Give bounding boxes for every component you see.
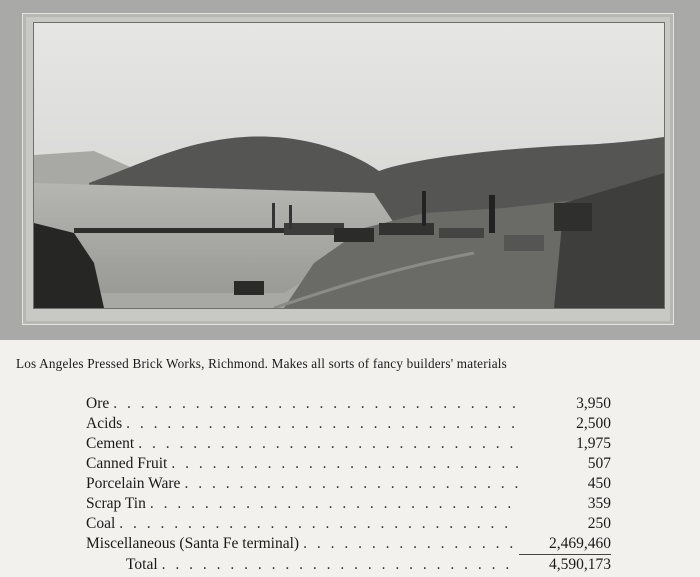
table-row — [86, 494, 611, 514]
table-row — [86, 454, 611, 474]
row-value: 250 — [587, 515, 611, 532]
freight-table — [86, 394, 611, 574]
row-label: Miscellaneous (Santa Fe terminal) — [86, 535, 300, 552]
leader-dots — [150, 494, 519, 514]
row-label: Coal — [86, 515, 116, 532]
leader-dots — [184, 474, 519, 494]
leader-dots — [138, 434, 519, 454]
leader-dots — [126, 414, 519, 434]
row-value: 507 — [587, 455, 611, 472]
leader-dots — [113, 394, 519, 414]
table-row — [86, 534, 611, 554]
photo-caption: Los Angeles Pressed Brick Works, Richmond. Makes all sorts of fancy builders' materials — [16, 356, 507, 371]
leader-dots — [162, 555, 519, 575]
row-label: Ore — [86, 395, 110, 412]
total-label: Total — [126, 556, 158, 573]
row-value: 2,500 — [576, 415, 611, 432]
row-label: Cement — [86, 435, 135, 452]
total-value: 4,590,173 — [519, 554, 611, 575]
table-row — [86, 514, 611, 534]
brick-works-photograph — [33, 22, 665, 309]
table-row — [86, 414, 611, 434]
table-row — [86, 434, 611, 454]
total-row — [86, 554, 611, 574]
row-label: Acids — [86, 415, 123, 432]
table-row — [86, 394, 611, 414]
row-value: 1,975 — [576, 435, 611, 452]
row-value: 359 — [587, 495, 611, 512]
row-label: Canned Fruit — [86, 455, 168, 472]
row-value: 450 — [587, 475, 611, 492]
leader-dots — [303, 534, 519, 554]
row-label: Porcelain Ware — [86, 475, 181, 492]
leader-dots — [171, 454, 519, 474]
table-row — [86, 474, 611, 494]
row-value: 3,950 — [576, 395, 611, 412]
row-label: Scrap Tin — [86, 495, 146, 512]
leader-dots — [119, 514, 519, 534]
row-value: 2,469,460 — [519, 534, 611, 555]
